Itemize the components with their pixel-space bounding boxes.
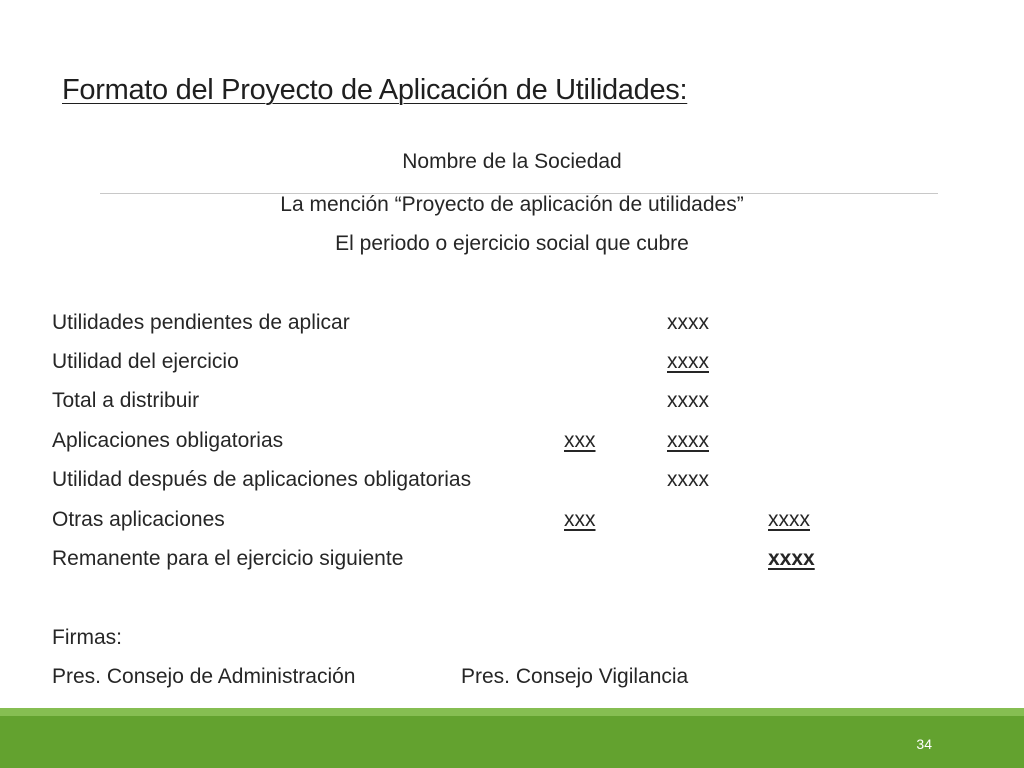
signature-admin-council: Pres. Consejo de Administración [52, 665, 356, 688]
row-value-remainder-next-year: xxxx [768, 547, 815, 570]
row-label-mandatory-applications: Aplicaciones obligatorias [52, 429, 284, 452]
row-value-year-profit: xxxx [667, 350, 709, 373]
signature-vigilance-council: Pres. Consejo Vigilancia [461, 665, 689, 688]
row-value-profit-after-mandatory: xxxx [667, 468, 709, 491]
header-document-mention: La mención “Proyecto de aplicación de utilidades” [280, 193, 744, 216]
slide-title: Formato del Proyecto de Aplicación de Utilidades: [62, 74, 688, 106]
row-label-pending-profits: Utilidades pendientes de aplicar [52, 311, 350, 334]
header-company-name: Nombre de la Sociedad [402, 150, 622, 173]
page-number: 34 [916, 736, 932, 752]
footer-band [0, 716, 1024, 768]
row-value-pending-profits: xxxx [667, 311, 709, 334]
row-label-total-distribute: Total a distribuir [52, 389, 200, 412]
row-label-profit-after-mandatory: Utilidad después de aplicaciones obligatorias [52, 468, 472, 491]
row-label-year-profit: Utilidad del ejercicio [52, 350, 239, 373]
row-subvalue-mandatory-applications: xxx [564, 429, 596, 452]
row-value-mandatory-applications: xxxx [667, 429, 709, 452]
footer-band-light [0, 708, 1024, 716]
header-period: El periodo o ejercicio social que cubre [335, 232, 689, 255]
row-label-other-applications: Otras aplicaciones [52, 508, 225, 531]
row-value-other-applications: xxxx [768, 508, 810, 531]
signatures-label: Firmas: [52, 626, 122, 649]
row-label-remainder-next-year: Remanente para el ejercicio siguiente [52, 547, 404, 570]
row-value-total-distribute: xxxx [667, 389, 709, 412]
row-subvalue-other-applications: xxx [564, 508, 596, 531]
